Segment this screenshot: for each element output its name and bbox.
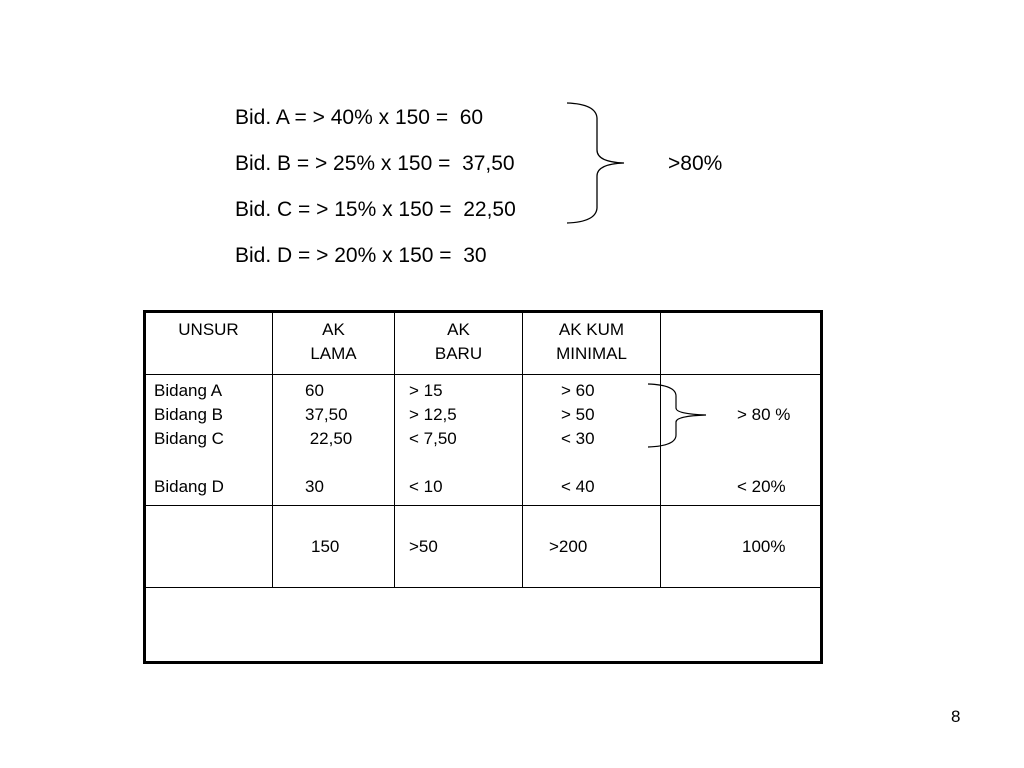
header-ak-kum-minimal: AK KUM MINIMAL: [556, 320, 627, 363]
table-row-ak-kum: < 30: [561, 429, 595, 448]
table-row-ak-kum: > 60: [561, 381, 595, 400]
table-row-ak-lama: 37,50: [305, 405, 348, 424]
table-row-ak-lama: 60: [305, 381, 324, 400]
header-ak-lama: AK LAMA: [310, 320, 357, 363]
table-row-ak-baru: > 15: [409, 381, 443, 400]
table-row-ak-lama: 22,50: [305, 429, 353, 448]
total-ak-baru: >50: [409, 537, 438, 556]
formula-bid-d: Bid. D = > 20% x 150 = 30: [235, 244, 487, 267]
table-row-ak-baru: > 12,5: [409, 405, 457, 424]
table-row-unsur: Bidang D: [154, 477, 224, 496]
table-row-ak-kum: > 50: [561, 405, 595, 424]
table-row-ak-kum: < 40: [561, 477, 595, 496]
formula-bid-b: Bid. B = > 25% x 150 = 37,50: [235, 152, 515, 175]
formula-group-result: >80%: [668, 152, 723, 175]
formula-bid-c: Bid. C = > 15% x 150 = 22,50: [235, 198, 516, 221]
table-row-percent: < 20%: [737, 477, 786, 496]
table-row-unsur: Bidang A: [154, 381, 223, 400]
total-percent: 100%: [742, 537, 786, 556]
group-percent: > 80 %: [737, 405, 791, 424]
header-ak-baru: AK BARU: [434, 320, 483, 363]
table-row-unsur: Bidang B: [154, 405, 223, 424]
table-row-unsur: Bidang C: [154, 429, 224, 448]
header-unsur: UNSUR: [178, 320, 239, 339]
table-row-ak-lama: 30: [305, 477, 324, 496]
table-row-ak-baru: < 7,50: [409, 429, 457, 448]
total-ak-kum-minimal: >200: [549, 537, 588, 556]
total-ak-lama: 150: [311, 537, 340, 556]
table-row-ak-baru: < 10: [409, 477, 443, 496]
page-number: 8: [951, 707, 961, 726]
formula-bid-a: Bid. A = > 40% x 150 = 60: [235, 106, 484, 129]
